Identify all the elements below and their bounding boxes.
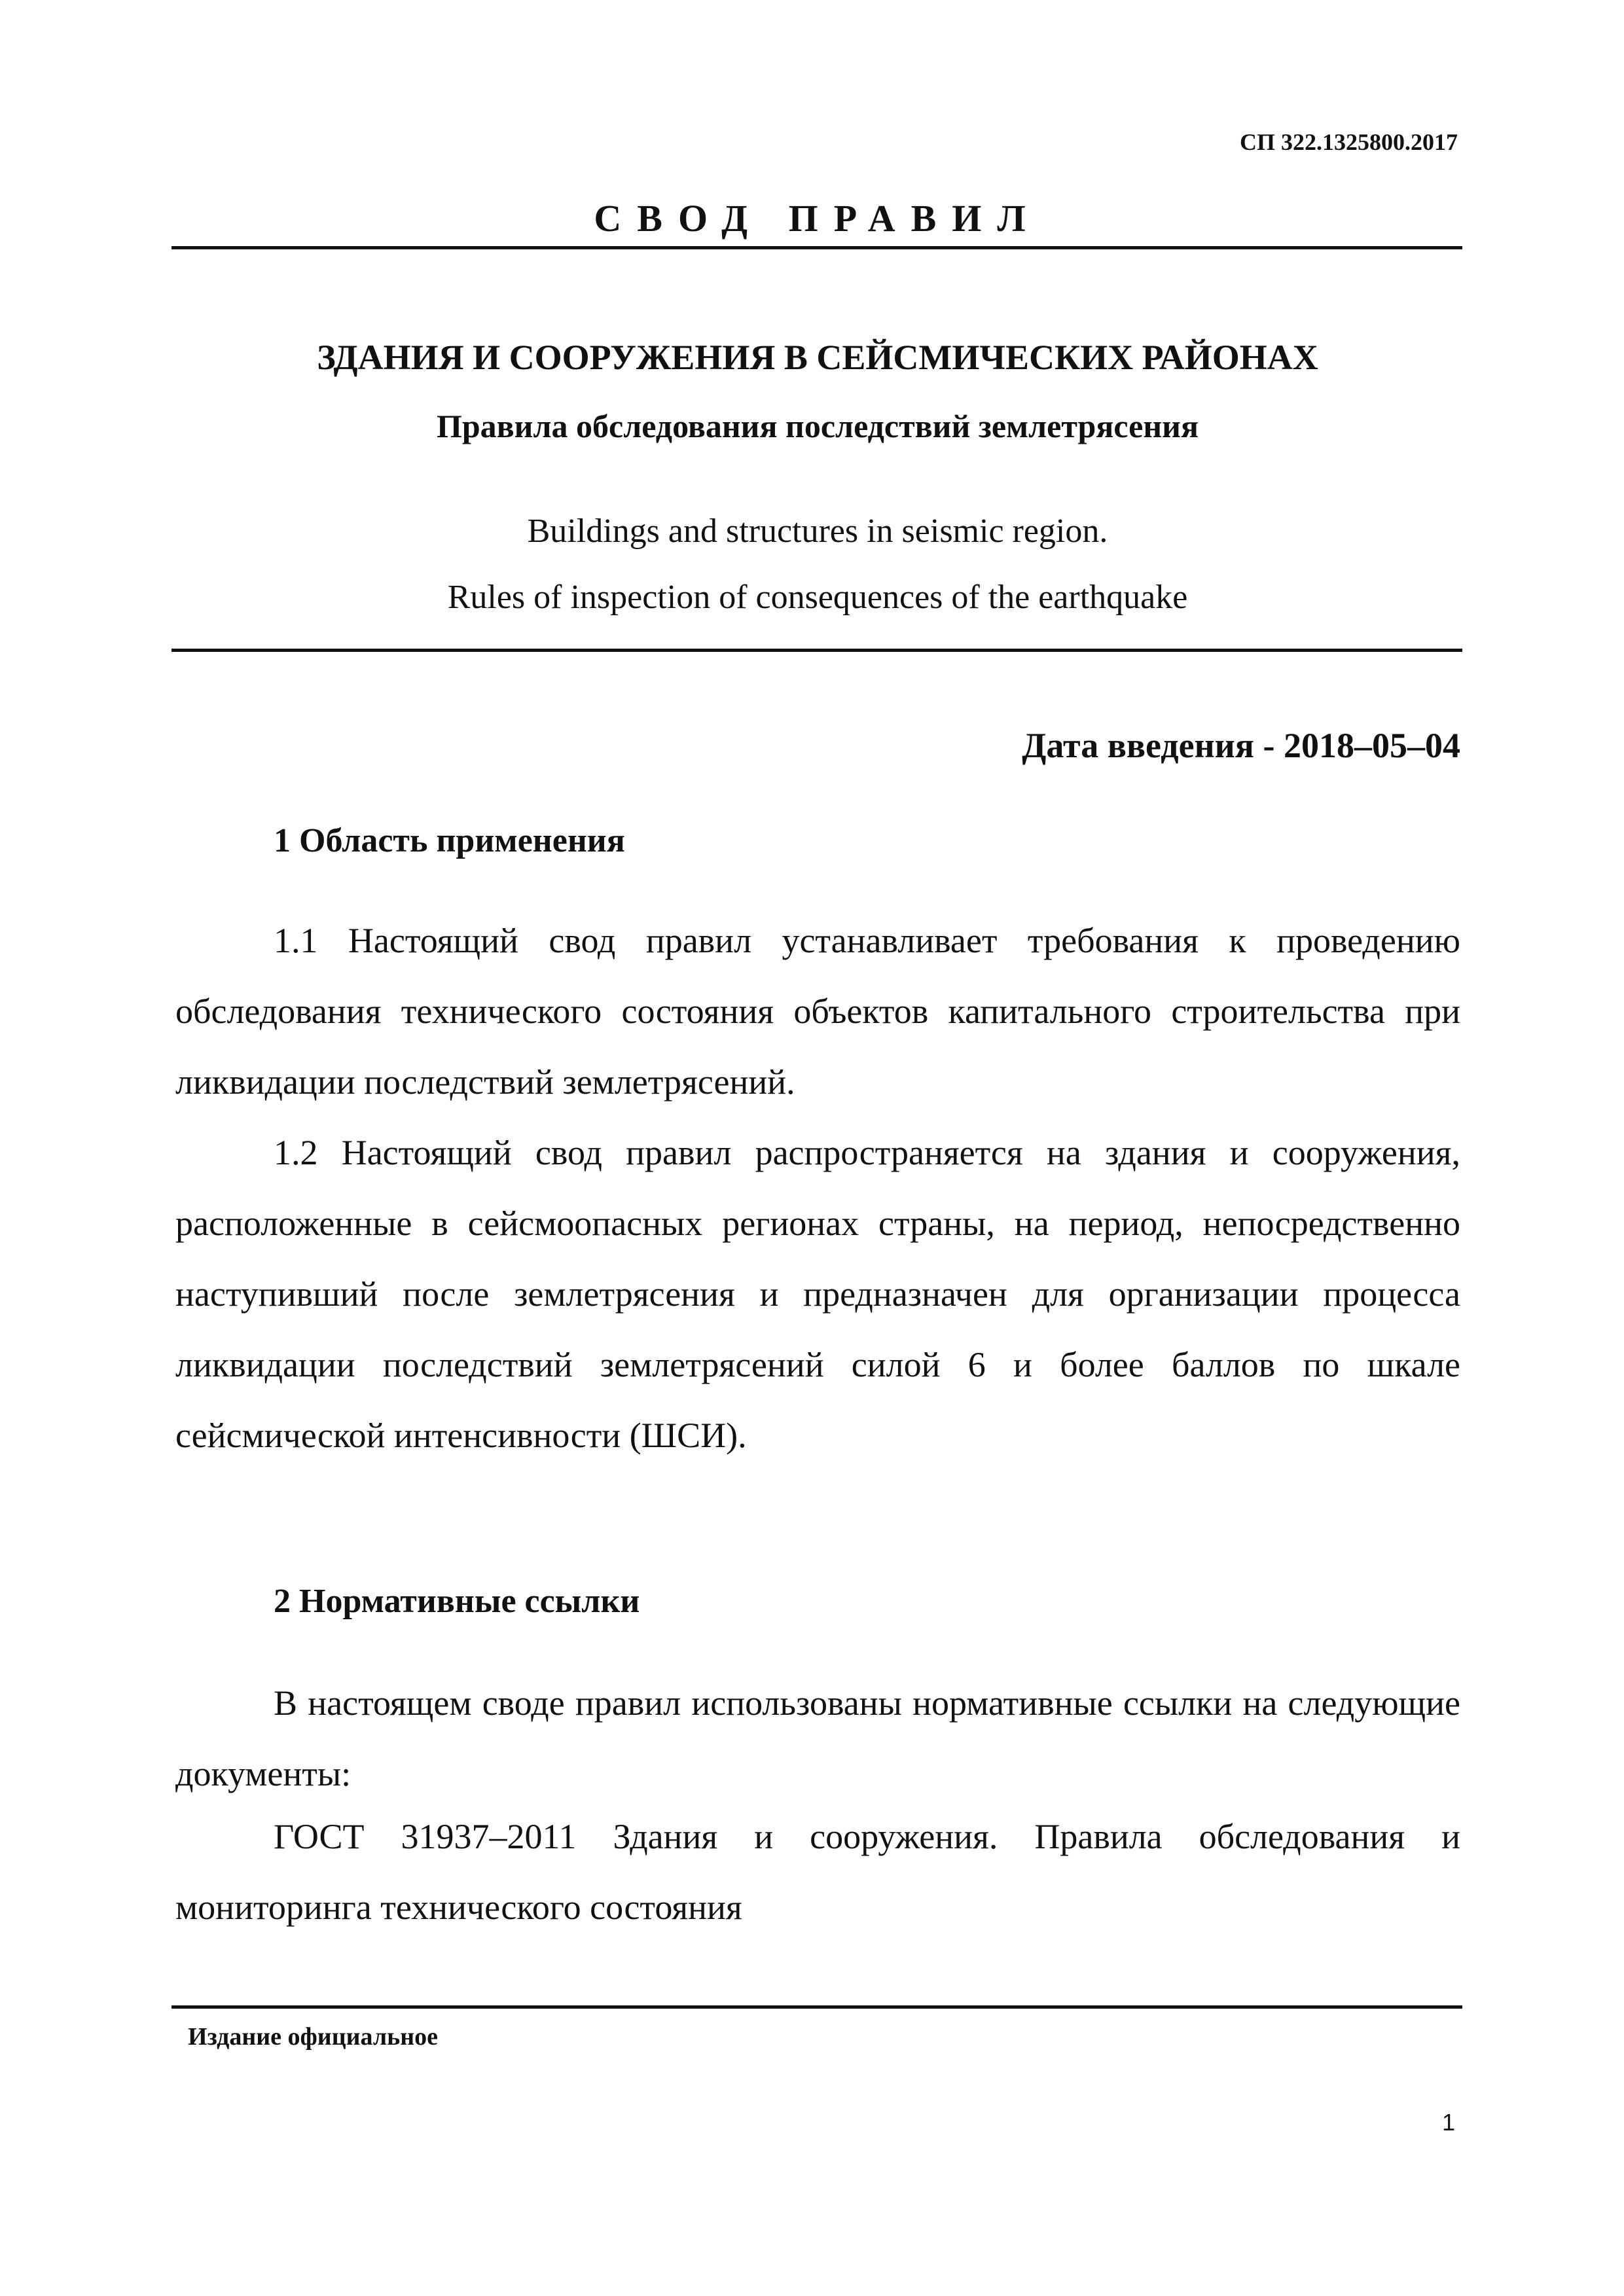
page-number: 1	[1441, 2109, 1455, 2136]
paragraph-1-1: 1.1 Настоящий свод правил устанавливает требования к проведению обследования технического состояния объектов капитального строительства при ликвидации последствий землетрясений.	[175, 921, 1460, 1102]
document-type-heading: СВОД ПРАВИЛ	[594, 197, 1041, 240]
top-divider	[171, 246, 1462, 249]
title-russian: ЗДАНИЯ И СООРУЖЕНИЯ В СЕЙСМИЧЕСКИХ РАЙОНАХ	[317, 338, 1318, 377]
paragraph-gost-reference: ГОСТ 31937–2011 Здания и сооружения. Правила обследования и мониторинга технического состояния	[175, 1817, 1460, 1927]
paragraph-references-intro: В настоящем своде правил использованы нормативные ссылки на следующие документы:	[175, 1683, 1460, 1793]
section-heading-references: 2 Нормативные ссылки	[274, 1583, 640, 1620]
document-code: СП 322.1325800.2017	[1240, 129, 1458, 155]
paragraph-1-2: 1.2 Настоящий свод правил распространяется на здания и сооружения, расположенные в сейсмоопасных регионах страны, на период, непосредственно наступивший после землетрясения и предназначен для организации процесса ликвидации последствий землетрясений силой 6 и более баллов по шкале сейсмической интенсивности (ШСИ).	[175, 1133, 1460, 1455]
footer-divider	[171, 2005, 1462, 2009]
section-heading-scope: 1 Область применения	[274, 822, 625, 859]
subtitle-english: Rules of inspection of consequences of the earthquake	[447, 579, 1188, 616]
subtitle-russian: Правила обследования последствий землетрясения	[436, 408, 1199, 444]
title-english: Buildings and structures in seismic region.	[527, 512, 1108, 550]
official-edition-label: Издание официальное	[188, 2023, 439, 2051]
title-divider	[171, 649, 1462, 652]
introduction-date: Дата введения - 2018–05–04	[1022, 726, 1460, 765]
